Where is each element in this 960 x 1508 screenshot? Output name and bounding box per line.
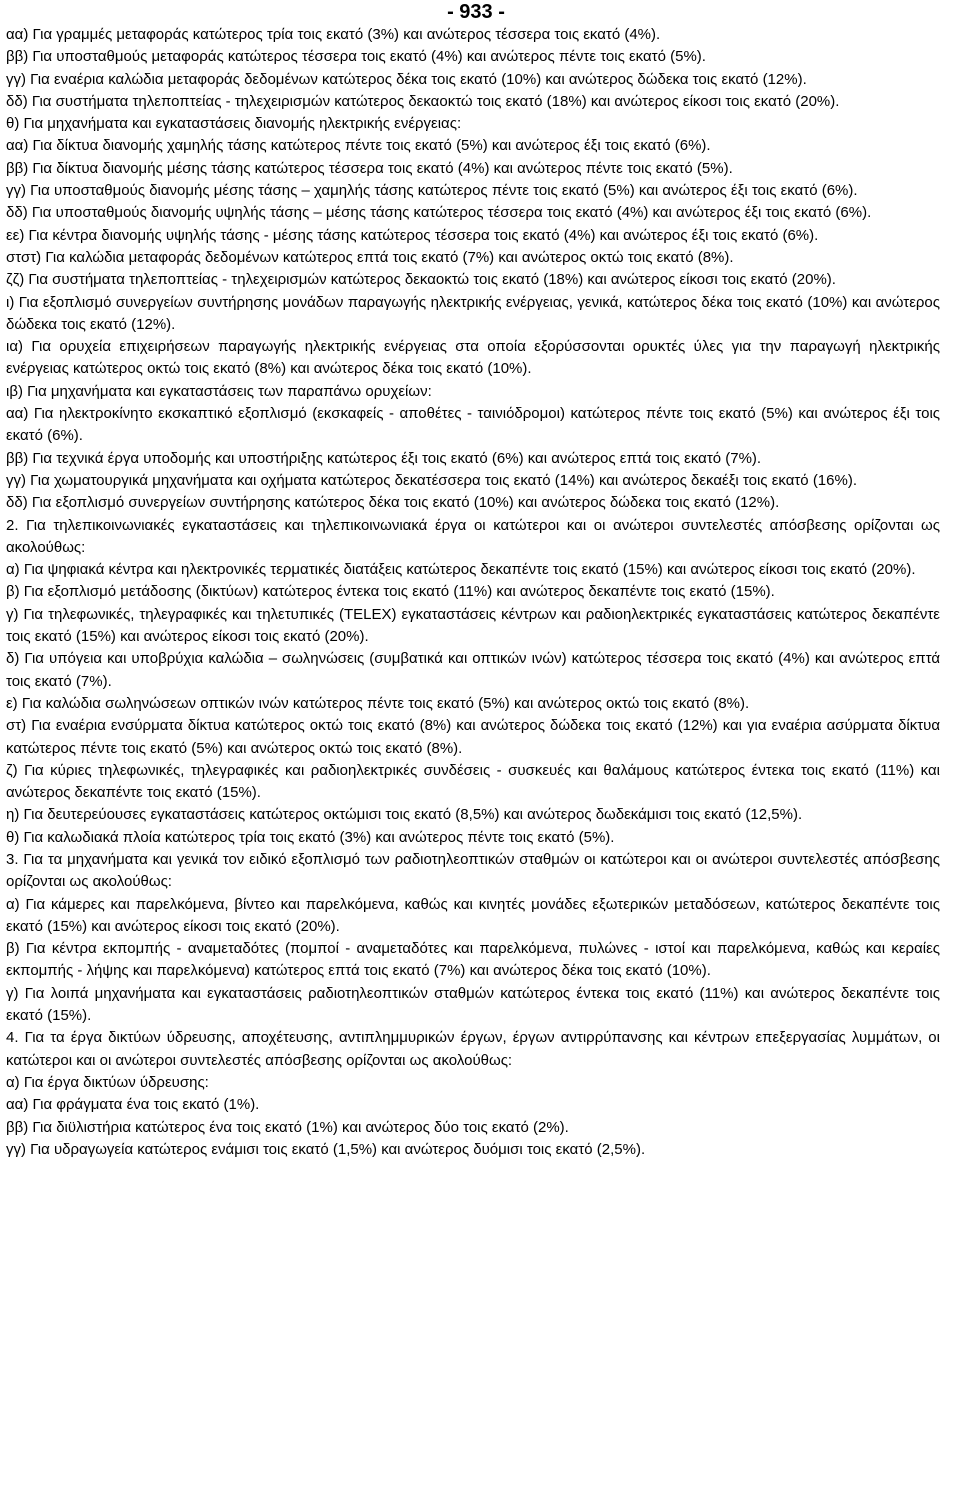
paragraph: ι) Για εξοπλισμό συνεργείων συντήρησης μονάδων παραγωγής ηλεκτρικής ενέργειας, γενικά, κατώτερος δέκα τοις εκατό (10%) και ανώτερος δώδεκα τοις εκατό (12%).: [6, 293, 940, 333]
paragraph: δ) Για υπόγεια και υποβρύχια καλώδια – σωληνώσεις (συμβατικά και οπτικών ινών) κατώτερος τέσσερα τοις εκατό (4%) και ανώτερος επτά τοις εκατό (7%).: [6, 650, 940, 690]
paragraph: β) Για κέντρα εκπομπής - αναμεταδότες (πομποί - αναμεταδότες και παρελκόμενα, πυλώνες - ιστοί και παρελκόμενα, καθώς και κεραίες εκπομπής - λήψης και παρελκόμενα) κατώτερος επτά τοις εκατό (7%) και ανώτερος δέκα τοις εκατό (10%).: [6, 940, 940, 980]
paragraph: αα) Για φράγματα ένα τοις εκατό (1%).: [6, 1096, 260, 1114]
paragraph: ζζ) Για συστήματα τηλεποπτείας - τηλεχειρισμών κατώτερος δεκαοκτώ τοις εκατό (18%) και ανώτερος είκοσι τοις εκατό (20%).: [6, 271, 836, 289]
paragraph: ββ) Για διϋλιστήρια κατώτερος ένα τοις εκατό (1%) και ανώτερος δύο τοις εκατό (2%).: [6, 1118, 569, 1136]
paragraph: θ) Για μηχανήματα και εγκαταστάσεις διανομής ηλεκτρικής ενέργειας:: [6, 115, 462, 133]
paragraph: α) Για έργα δικτύων ύδρευσης:: [6, 1073, 209, 1091]
paragraph: α) Για κάμερες και παρελκόμενα, βίντεο και παρελκόμενα, καθώς και κινητές μονάδες εξωτερικών μεταδόσεων, κατώτερος δεκαπέντε τοις εκατό (15%) και ανώτερος είκοσι τοις εκατό (20%).: [6, 895, 940, 935]
paragraph: στ) Για εναέρια ενσύρματα δίκτυα κατώτερος οκτώ τοις εκατό (8%) και ανώτερος δώδεκα τοις εκατό (12%) και για εναέρια ασύρματα δίκτυα κατώτερος πέντε τοις εκατό (5%) και ανώτερος οκτώ τοις εκατό (8%).: [6, 717, 940, 757]
paragraph: αα) Για ηλεκτροκίνητο εκσκαπτικό εξοπλισμό (εκσκαφείς - αποθέτες - ταινιόδρομοι) κατώτερος πέντε τοις εκατό (5%) και ανώτερος έξι τοις εκατό (6%).: [6, 405, 940, 445]
paragraph: ια) Για ορυχεία επιχειρήσεων παραγωγής ηλεκτρικής ενέργειας στα οποία εξορύσσονται ορυκτές ύλες για την παραγωγή ηλεκτρικής ενέργειας κατώτερος οκτώ τοις εκατό (8%) και ανώτερος δέκα τοις εκατό (10%).: [6, 338, 940, 378]
paragraph: αα) Για δίκτυα διανομής χαμηλής τάσης κατώτερος πέντε τοις εκατό (5%) και ανώτερος έξι τοις εκατό (6%).: [6, 137, 711, 155]
paragraph: γγ) Για χωματουργικά μηχανήματα και οχήματα κατώτερος δεκατέσσερα τοις εκατό (14%) και ανώτερος δεκαέξι τοις εκατό (16%).: [6, 471, 857, 489]
paragraph: εε) Για κέντρα διανομής υψηλής τάσης - μέσης τάσης κατώτερος τέσσερα τοις εκατό (4%) και ανώτερος έξι τοις εκατό (6%).: [6, 226, 819, 244]
paragraph: ιβ) Για μηχανήματα και εγκαταστάσεις των παραπάνω ορυχείων:: [6, 382, 432, 400]
paragraph: δδ) Για εξοπλισμό συνεργείων συντήρησης κατώτερος δέκα τοις εκατό (10%) και ανώτερος δώδεκα τοις εκατό (12%).: [6, 494, 780, 512]
paragraph: δδ) Για συστήματα τηλεποπτείας - τηλεχειρισμών κατώτερος δεκαοκτώ τοις εκατό (18%) και ανώτερος είκοσι τοις εκατό (20%).: [6, 92, 840, 110]
paragraph: γ) Για τηλεφωνικές, τηλεγραφικές και τηλετυπικές (TELEX) εγκαταστάσεις κέντρων και ραδιοηλεκτρικές εγκαταστάσεις κατώτερος δεκαπέντε τοις εκατό (15%) και ανώτερος είκοσι τοις εκατό (20%).: [6, 605, 940, 646]
paragraph: β) Για εξοπλισμό μετάδοσης (δικτύων) κατώτερος έντεκα τοις εκατό (11%) και ανώτερος δεκαπέντε τοις εκατό (15%).: [6, 583, 775, 601]
paragraph: ζ) Για κύριες τηλεφωνικές, τηλεγραφικές και ραδιοηλεκτρικές συνδέσεις - συσκευές και θαλάμους κατώτερος έντεκα τοις εκατό (11%) και ανώτερος δεκαπέντε τοις εκατό (15%).: [6, 761, 940, 802]
paragraph: 4. Για τα έργα δικτύων ύδρευσης, αποχέτευσης, αντιπλημμυρικών έργων, έργων αντιρρύπανσης και κέντρων επεξεργασίας λυμμάτων, οι κατώτεροι και οι ανώτεροι συντελεστές απόσβεσης ορίζονται ως ακολούθως:: [6, 1029, 940, 1069]
paragraph: 3. Για τα μηχανήματα και γενικά τον ειδικό εξοπλισμό των ραδιοτηλεοπτικών σταθμών οι κατώτεροι και οι ανώτεροι συντελεστές απόσβεσης ορίζονται ως ακολούθως:: [6, 850, 940, 891]
paragraph: γ) Για λοιπά μηχανήματα και εγκαταστάσεις ραδιοτηλεοπτικών σταθμών κατώτερος έντεκα τοις εκατό (11%) και ανώτερος δεκαπέντε τοις εκατό (15%).: [6, 984, 940, 1025]
paragraph: γγ) Για υποσταθμούς διανομής μέσης τάσης – χαμηλής τάσης κατώτερος πέντε τοις εκατό (5%) και ανώτερος έξι τοις εκατό (6%).: [6, 182, 858, 200]
paragraph: θ) Για καλωδιακά πλοία κατώτερος τρία τοις εκατό (3%) και ανώτερος πέντε τοις εκατό (5%).: [6, 828, 615, 846]
paragraph: γγ) Για υδραγωγεία κατώτερος ενάμισι τοις εκατό (1,5%) και ανώτερος δυόμισι τοις εκατό (2,5%).: [6, 1140, 646, 1158]
paragraph: ββ) Για υποσταθμούς μεταφοράς κατώτερος τέσσερα τοις εκατό (4%) και ανώτερος πέντε τοις εκατό (5%).: [6, 48, 706, 66]
paragraph: αα) Για γραμμές μεταφοράς κατώτερος τρία τοις εκατό (3%) και ανώτερος τέσσερα τοις εκατό (4%).: [6, 26, 661, 43]
page-number: - 933 -: [447, 1, 505, 23]
paragraph: ε) Για καλώδια σωληνώσεων οπτικών ινών κατώτερος πέντε τοις εκατό (5%) και ανώτερος οκτώ τοις εκατό (8%).: [6, 694, 750, 712]
document-body: [6, 24, 940, 1161]
paragraph: στστ) Για καλώδια μεταφοράς δεδομένων κατώτερος επτά τοις εκατό (7%) και ανώτερος οκτώ τοις εκατό (8%).: [6, 248, 734, 266]
paragraph: η) Για δευτερεύουσες εγκαταστάσεις κατώτερος οκτώμισι τοις εκατό (8,5%) και ανώτερος δωδεκάμισι τοις εκατό (12,5%).: [6, 806, 803, 824]
paragraph: ββ) Για δίκτυα διανομής μέσης τάσης κατώτερος τέσσερα τοις εκατό (4%) και ανώτερος πέντε τοις εκατό (5%).: [6, 159, 733, 177]
paragraph: ββ) Για τεχνικά έργα υποδομής και υποστήριξης κατώτερος έξι τοις εκατό (6%) και ανώτερος επτά τοις εκατό (7%).: [6, 449, 762, 467]
paragraph: 2. Για τηλεπικοινωνιακές εγκαταστάσεις και τηλεπικοινωνιακά έργα οι κατώτεροι και οι ανώτεροι συντελεστές απόσβεσης ορίζονται ως ακολούθως:: [6, 516, 940, 556]
paragraph: δδ) Για υποσταθμούς διανομής υψηλής τάσης – μέσης τάσης κατώτερος τέσσερα τοις εκατό (4%) και ανώτερος έξι τοις εκατό (6%).: [6, 204, 872, 222]
paragraph: α) Για ψηφιακά κέντρα και ηλεκτρονικές τερματικές διατάξεις κατώτερος δεκαπέντε τοις εκατό (15%) και ανώτερος είκοσι τοις εκατό (20%).: [6, 561, 916, 579]
paragraph: γγ) Για εναέρια καλώδια μεταφοράς δεδομένων κατώτερος δέκα τοις εκατό (10%) και ανώτερος δώδεκα τοις εκατό (12%).: [6, 70, 807, 88]
